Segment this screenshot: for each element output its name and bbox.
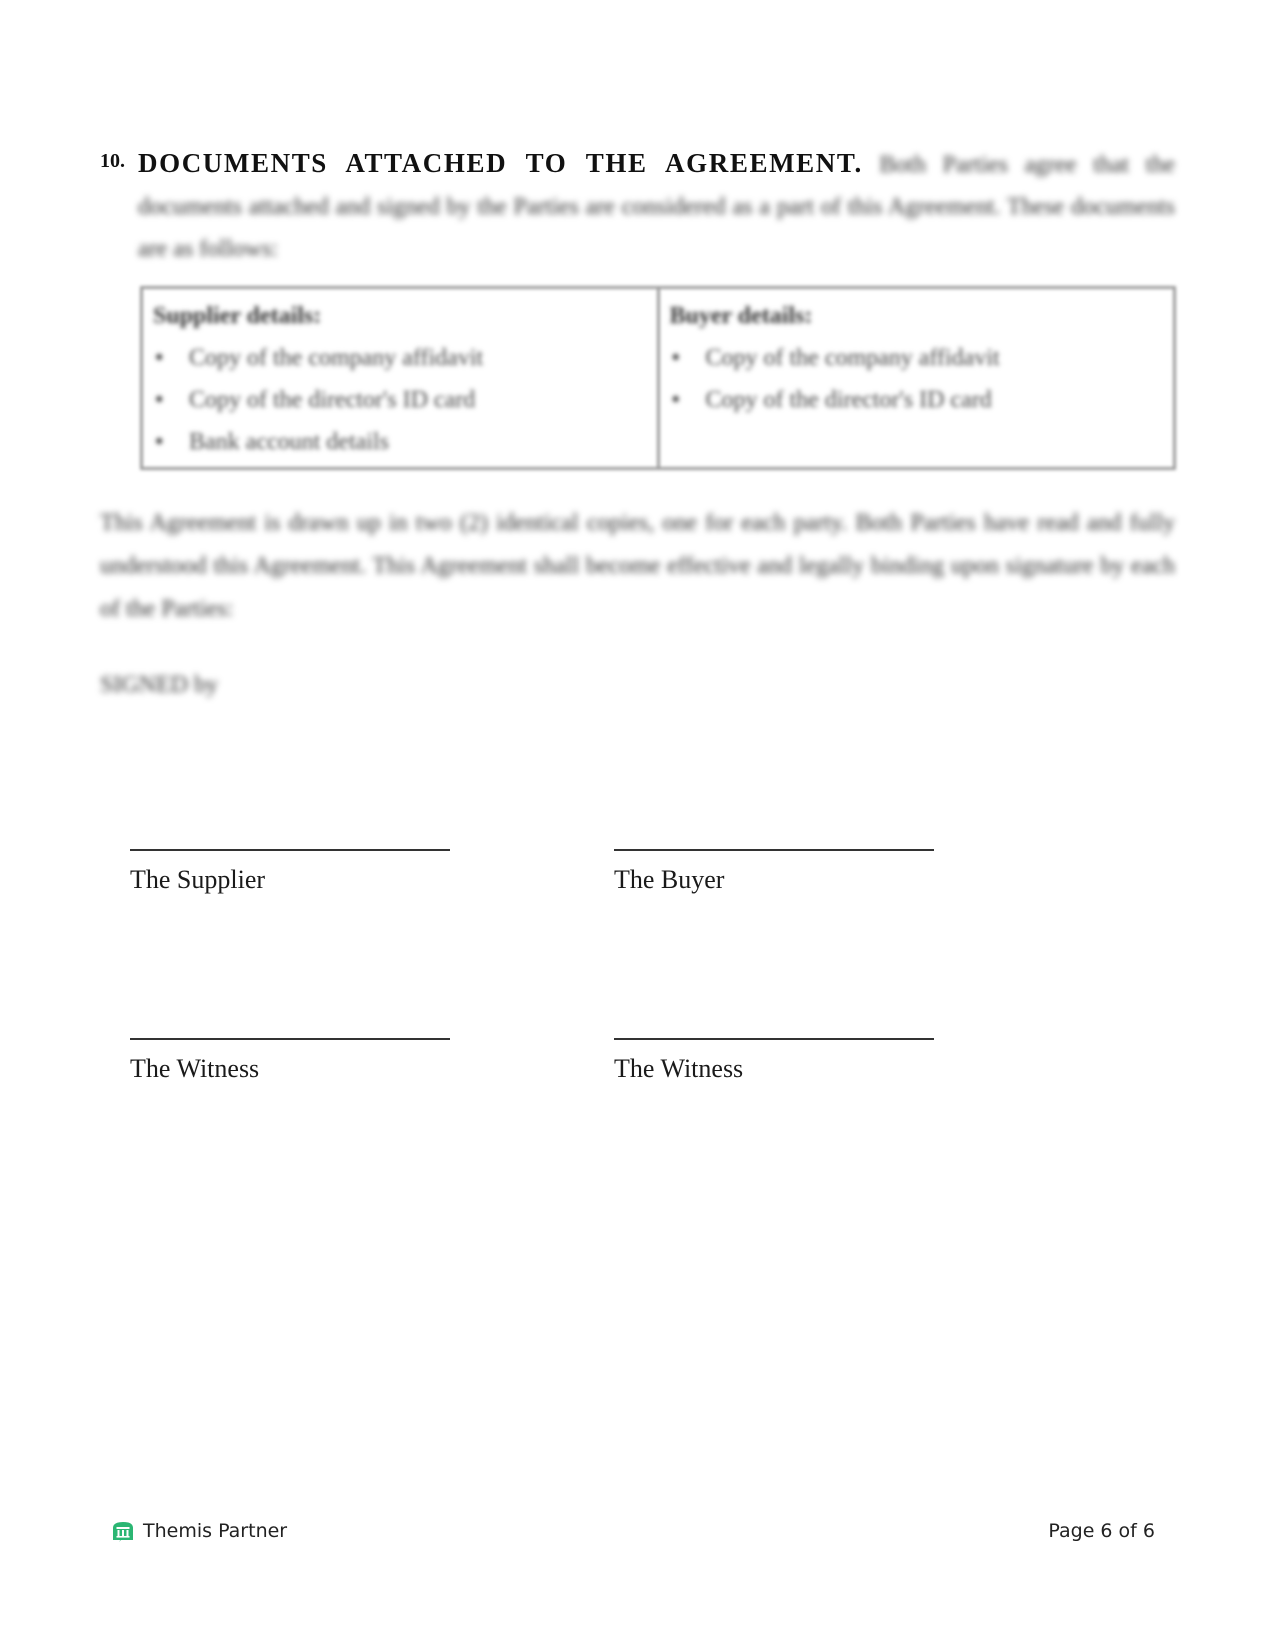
page-number: Page 6 of 6	[1048, 1520, 1155, 1542]
section-number: 10.	[100, 150, 125, 172]
buyer-documents-list	[670, 337, 1164, 421]
witness-right-signature-label: The Witness	[614, 1054, 744, 1083]
section-title: DOCUMENTS ATTACHED TO THE AGREEMENT.	[138, 148, 863, 178]
supplier-documents-list	[153, 337, 647, 463]
buyer-signature-label: The Buyer	[614, 865, 725, 894]
footer-brand	[110, 1519, 287, 1543]
supplier-details-cell	[143, 289, 657, 467]
brand-name: Themis Partner	[143, 1520, 288, 1542]
section-paragraph	[138, 142, 1175, 270]
signature-line	[130, 1038, 450, 1040]
list-item: • Copy of the director's ID card	[153, 379, 647, 421]
list-item: • Bank account details	[153, 421, 647, 463]
witness-right-signature-block	[614, 1038, 934, 1084]
closing-paragraph: This Agreement is drawn up in two (2) identical copies, one for each party. Both Parties have read and fully understood this Agreement. This Agreement shall become effective and legally binding upon signature by each of the Parties:	[100, 510, 1175, 622]
signature-line	[614, 1038, 934, 1040]
witness-left-signature-block	[130, 1038, 450, 1084]
section-body-text: Both Parties agree that the documents attached and signed by the Parties are considered as a part of this Agreement. These documents are as follows:	[138, 152, 1175, 262]
signature-line	[130, 849, 450, 851]
supplier-details-title: Supplier details:	[153, 303, 322, 329]
list-item: • Copy of the company affidavit	[670, 337, 1164, 379]
supplier-signature-label: The Supplier	[130, 865, 266, 894]
buyer-details-title: Buyer details:	[669, 303, 813, 329]
buyer-details-cell	[657, 289, 1174, 467]
witness-left-signature-label: The Witness	[130, 1054, 260, 1083]
themis-logo-icon	[110, 1519, 136, 1543]
documents-table	[140, 286, 1176, 470]
signature-line	[614, 849, 934, 851]
supplier-signature-block	[130, 849, 450, 895]
list-item: • Copy of the company affidavit	[153, 337, 647, 379]
signed-by-label: SIGNED by	[100, 672, 218, 698]
list-item: • Copy of the director's ID card	[670, 379, 1164, 421]
buyer-signature-block	[614, 849, 934, 895]
